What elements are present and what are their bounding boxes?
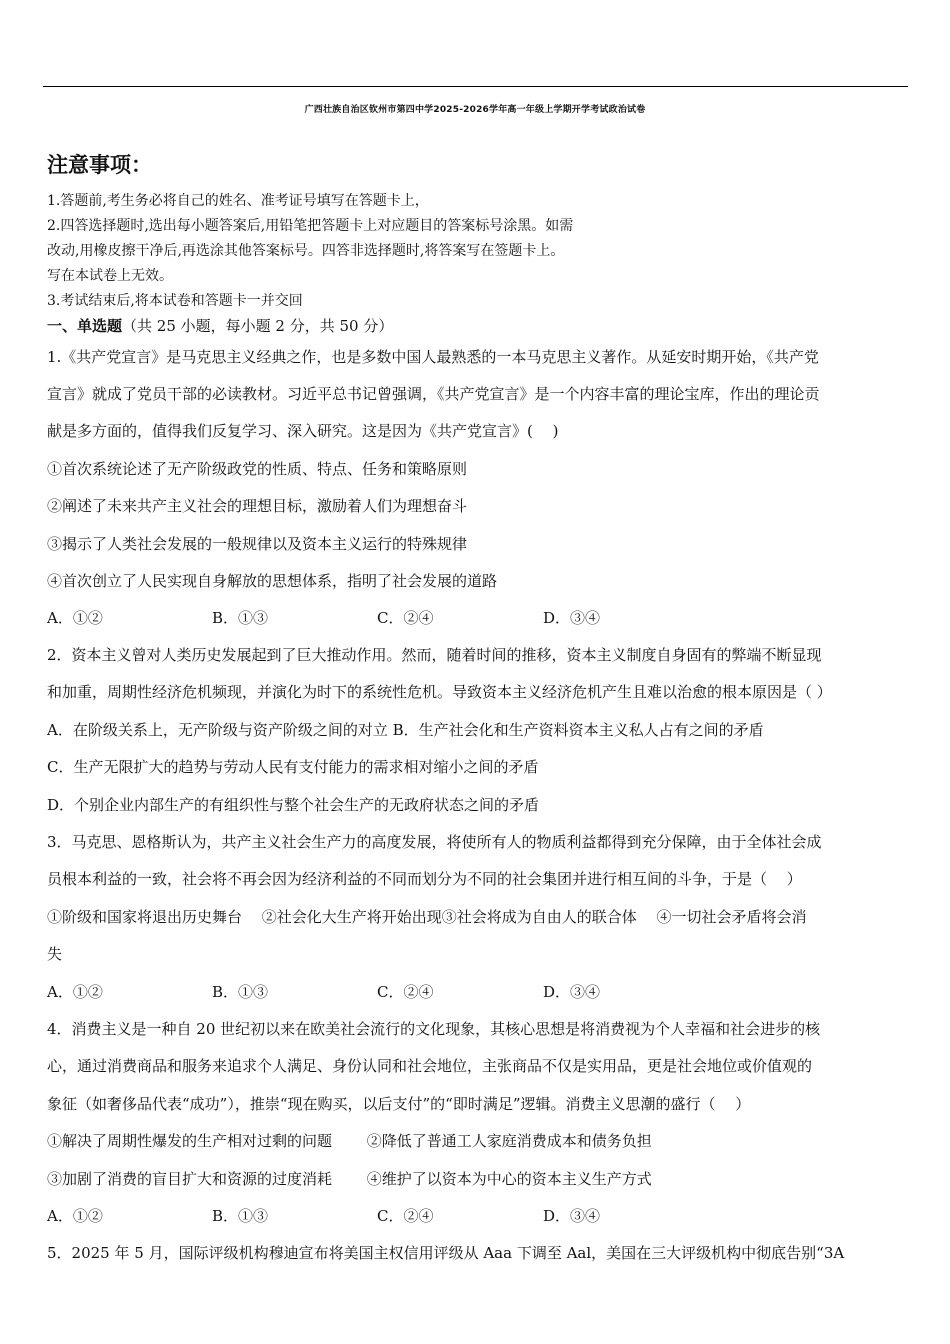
header-rule <box>43 86 908 87</box>
q4-option-a[interactable]: A．①② <box>47 1207 103 1225</box>
q4-option-b[interactable]: B．①③ <box>212 1207 269 1225</box>
q3-stem-line: 员根本利益的一致，社会将不再会因为经济利益的不同而划分为不同的社会集团并进行相互间的斗争，于是（ ） <box>47 870 802 888</box>
q3-option-a[interactable]: A．①② <box>47 983 103 1001</box>
q1-statement: ③揭示了人类社会发展的一般规律以及资本主义运行的特殊规律 <box>47 535 468 553</box>
q3-option-c[interactable]: C．②④ <box>377 983 434 1001</box>
q3-statements: ①阶级和国家将退出历史舞台 ②社会化大生产将开始出现③社会将成为自由人的联合体 ④一切社会矛盾将会消 <box>47 908 807 926</box>
q2-option-d[interactable]: D．个别企业内部生产的有组织性与整个社会生产的无政府状态之间的矛盾 <box>47 796 540 814</box>
notice-line: 2.四答选择题时,选出每小题答案后,用铅笔把答题卡上对应题目的答案标号涂黑。如需 <box>47 218 574 234</box>
q3-option-b[interactable]: B．①③ <box>212 983 269 1001</box>
section-desc: （共 25 小题，每小题 2 分，共 50 分） <box>122 317 394 335</box>
q1-statement: ①首次系统论述了无产阶级政党的性质、特点、任务和策略原则 <box>47 460 468 478</box>
q4-stem-line: 心，通过消费商品和服务来追求个人满足、身份认同和社会地位，主张商品不仅是实用品，更是社会地位或价值观的 <box>47 1057 813 1075</box>
q3-statements-cont: 失 <box>47 945 63 963</box>
section-heading <box>47 315 393 336</box>
q1-option-a[interactable]: A．①② <box>47 609 103 627</box>
q5-stem-line: 5．2025 年 5 月，国际评级机构穆迪宣布将美国主权信用评级从 Aaa 下调至 Aal，美国在三大评级机构中彻底告别“3A <box>47 1244 845 1262</box>
section-label: 一、单选题 <box>47 317 123 335</box>
q1-option-b[interactable]: B．①③ <box>212 609 269 627</box>
q1-statement: ②阐述了未来共产主义社会的理想目标，激励着人们为理想奋斗 <box>47 497 468 515</box>
q2-stem-line: 2．资本主义曾对人类历史发展起到了巨大推动作用。然而，随着时间的推移，资本主义制度自身固有的弊端不断显现 <box>47 646 822 664</box>
notice-line: 写在本试卷上无效。 <box>47 268 173 284</box>
q4-statements: ③加剧了消费的盲目扩大和资源的过度消耗 ④维护了以资本为中心的资本主义生产方式 <box>47 1170 652 1188</box>
q2-option-c[interactable]: C．生产无限扩大的趋势与劳动人民有支付能力的需求相对缩小之间的矛盾 <box>47 758 539 776</box>
q2-stem-line: 和加重，周期性经济危机频现，并演化为时下的系统性危机。导致资本主义经济危机产生且难以治愈的根本原因是（ ） <box>47 683 832 701</box>
notice-line: 改动,用橡皮擦干净后,再选涂其他答案标号。四答非选择题时,将答案写在签题卡上。 <box>47 243 565 259</box>
q4-option-c[interactable]: C．②④ <box>377 1207 434 1225</box>
q3-option-d[interactable]: D．③④ <box>543 983 601 1001</box>
q4-stem-line: 象征（如奢侈品代表“成功”），推崇“现在购买，以后支付”的“即时满足”逻辑。消费主义思潮的盛行（ ） <box>47 1095 751 1113</box>
q1-option-d[interactable]: D．③④ <box>543 609 601 627</box>
q4-stem-line: 4．消费主义是一种自 20 世纪初以来在欧美社会流行的文化现象，其核心思想是将消费视为个人幸福和社会进步的核 <box>47 1020 821 1038</box>
notice-line: 3.考试结束后,将本试卷和答题卡一并交回 <box>47 293 303 309</box>
notice-heading: 注意事项： <box>47 153 152 177</box>
q2-option-ab[interactable]: A．在阶级关系上，无产阶级与资产阶级之间的对立 B．生产社会化和生产资料资本主义私人占有之间的矛盾 <box>47 721 764 739</box>
exam-title: 广西壮族自治区钦州市第四中学2025-2026学年高一年级上学期开学考试政治试卷 <box>304 105 646 115</box>
q3-stem-line: 3．马克思、恩格斯认为，共产主义社会生产力的高度发展，将使所有人的物质利益都得到充分保障，由于全体社会成 <box>47 833 822 851</box>
q4-statements: ①解决了周期性爆发的生产相对过剩的问题 ②降低了普通工人家庭消费成本和债务负担 <box>47 1132 652 1150</box>
q1-option-c[interactable]: C．②④ <box>377 609 434 627</box>
q1-stem-line: 宣言》就成了党员干部的必读教材。习近平总书记曾强调，《共产党宣言》是一个内容丰富的理论宝库，作出的理论贡 <box>47 385 820 403</box>
q1-stem-line: 1.《共产党宣言》是马克思主义经典之作，也是多数中国人最熟悉的一本马克思主义著作。从延安时期开始，《共产党 <box>47 348 819 366</box>
q1-stem-line: 献是多方面的，值得我们反复学习、深入研究。这是因为《共产党宣言》( ) <box>47 422 559 440</box>
q1-statement: ④首次创立了人民实现自身解放的思想体系，指明了社会发展的道路 <box>47 572 498 590</box>
notice-line: 1.答题前,考生务必将自己的姓名、准考证号填写在答题卡上， <box>47 193 429 209</box>
q4-option-d[interactable]: D．③④ <box>543 1207 601 1225</box>
